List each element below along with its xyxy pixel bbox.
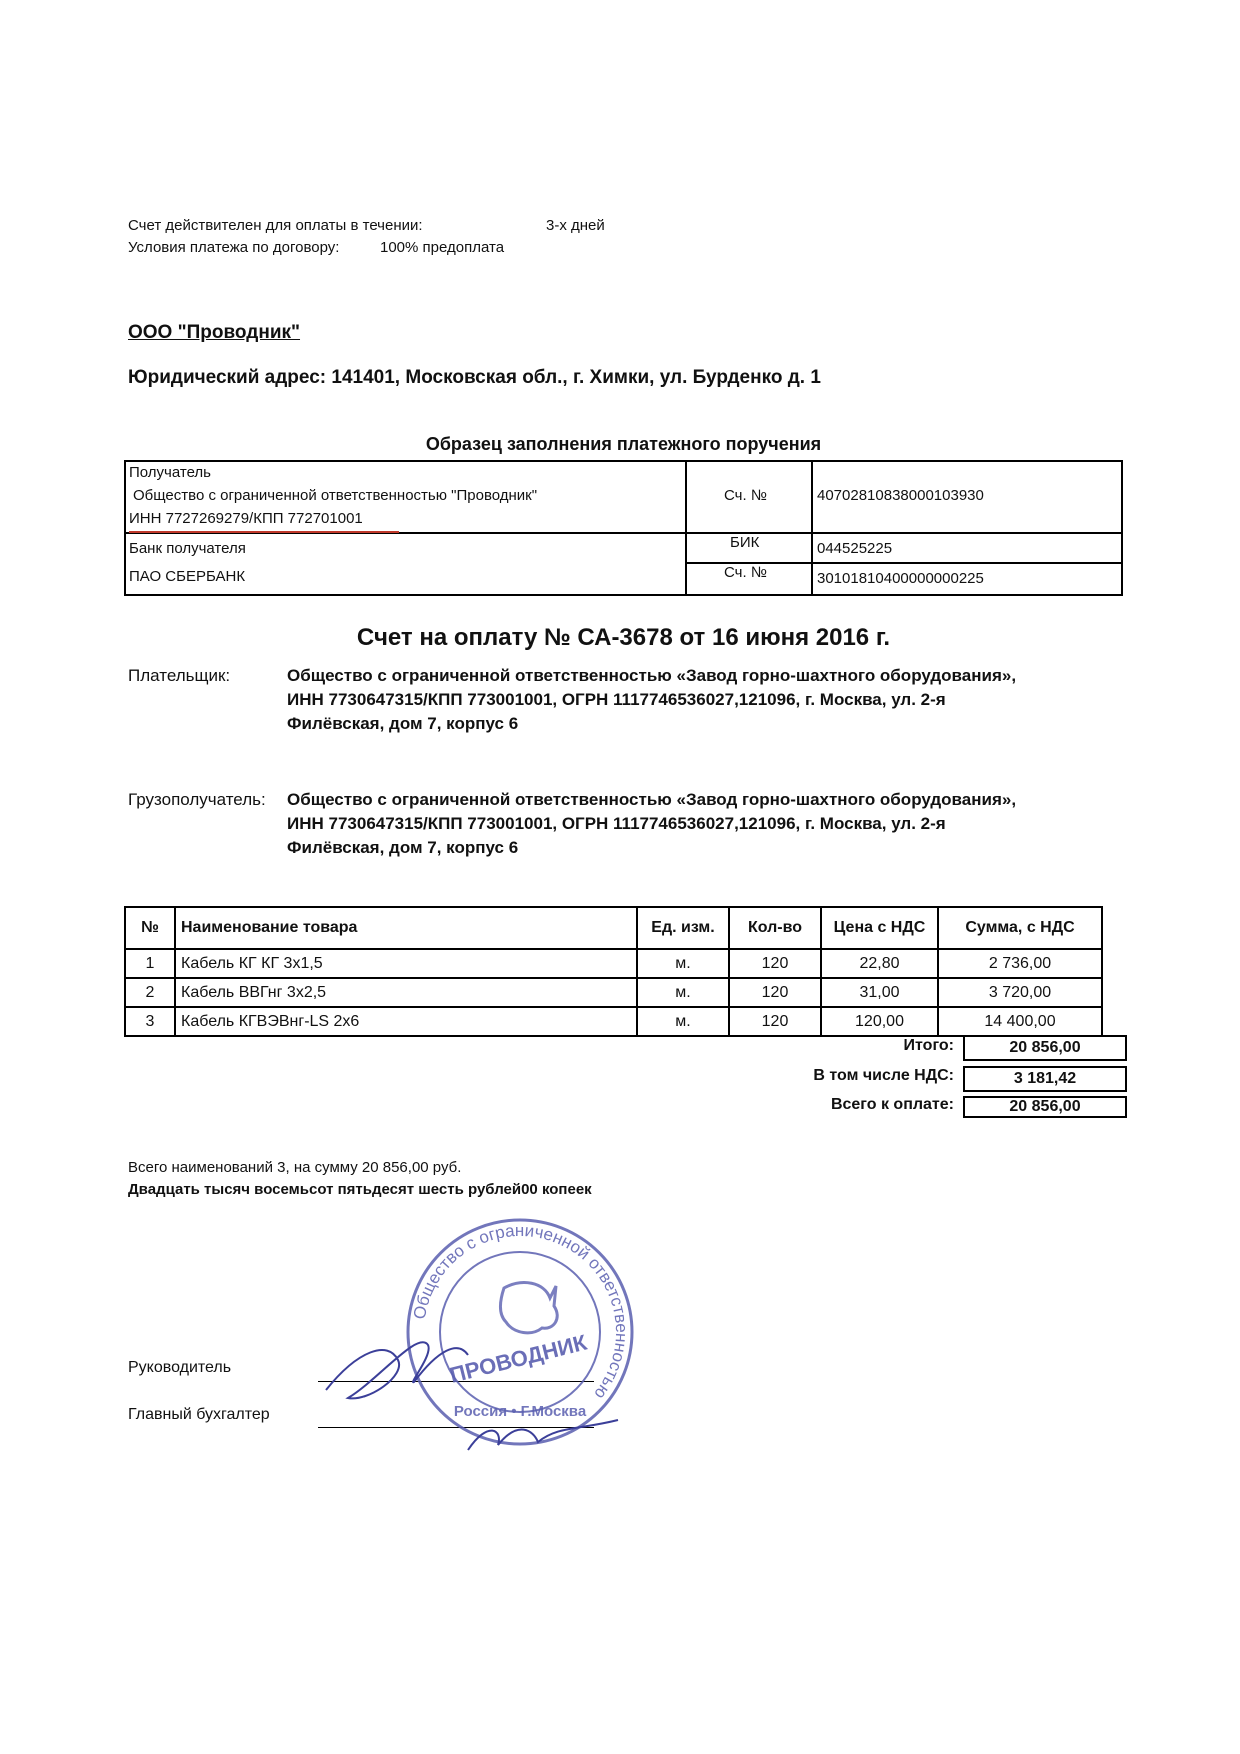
- header-quantity: Кол-во: [729, 907, 821, 949]
- stamp-ring-text: Общество с ограниченной ответственностью: [409, 1220, 632, 1403]
- recipient-label: Получатель: [129, 464, 211, 481]
- bank-name: ПАО СБЕРБАНК: [129, 568, 246, 585]
- account-value: 40702810838000103930: [817, 487, 984, 504]
- header-name: Наименование товара: [175, 907, 637, 949]
- total-value: 20 856,00: [963, 1035, 1127, 1061]
- vat-value: 3 181,42: [963, 1066, 1127, 1092]
- header-price: Цена с НДС: [821, 907, 938, 949]
- row-price: 120,00: [821, 1007, 938, 1036]
- stamp-bottom-text: Россия • Г.Москва: [453, 1403, 587, 1420]
- row-unit: м.: [637, 949, 729, 978]
- payer-line-1: Общество с ограниченной ответственностью «Завод горно-шахтного оборудования»,: [287, 666, 1017, 685]
- row-price: 22,80: [821, 949, 938, 978]
- items-table: [124, 906, 1103, 1037]
- header-sum: Сумма, с НДС: [938, 907, 1102, 949]
- row-name: Кабель ВВГнг 3х2,5: [175, 978, 637, 1007]
- accountant-label: Главный бухгалтер: [128, 1406, 270, 1423]
- total-label: Итого:: [903, 1037, 954, 1054]
- director-label: Руководитель: [128, 1359, 232, 1376]
- payer-line-2: ИНН 7730647315/КПП 773001001, ОГРН 1117746536027,121096, г. Москва, ул. 2-я: [287, 690, 946, 709]
- payment-sample-table: [124, 460, 1123, 596]
- recipient-inn: ИНН 7727269279/КПП 772701001: [129, 510, 363, 527]
- company-name: ООО "Проводник": [128, 322, 301, 343]
- row-name: Кабель КГВЭВнг-LS 2х6: [175, 1007, 637, 1036]
- account-label: Сч. №: [724, 487, 767, 504]
- consignee-line-3: Филёвская, дом 7, корпус 6: [287, 838, 519, 857]
- validity-value: 3-х дней: [546, 217, 605, 234]
- bik-value: 044525225: [817, 540, 893, 557]
- pay-total-label: Всего к оплате:: [830, 1096, 954, 1113]
- header-unit: Ед. изм.: [637, 907, 729, 949]
- summary-line-2: Двадцать тысяч восемьсот пятьдесят шесть рублей00 копеек: [128, 1181, 592, 1198]
- payment-sample-title: Образец заполнения платежного поручения: [425, 434, 822, 454]
- invoice-title: Счет на оплату № СА-3678 от 16 июня 2016 г.: [356, 624, 891, 651]
- bank-label: Банк получателя: [129, 540, 246, 557]
- consignee-label: Грузополучатель:: [128, 790, 266, 809]
- vat-label: В том числе НДС:: [813, 1067, 954, 1084]
- company-address: Юридический адрес: 141401, Московская обл., г. Химки, ул. Бурденко д. 1: [128, 367, 821, 388]
- consignee-line-2: ИНН 7730647315/КПП 773001001, ОГРН 1117746536027,121096, г. Москва, ул. 2-я: [287, 814, 946, 833]
- table-header-row: [125, 907, 1102, 949]
- row-number: 1: [125, 949, 175, 978]
- signature-scribble: [318, 1310, 648, 1460]
- pay-total-value: 20 856,00: [963, 1096, 1127, 1118]
- row-unit: м.: [637, 1007, 729, 1036]
- row-price: 31,00: [821, 978, 938, 1007]
- table-row: [125, 978, 1102, 1007]
- row-unit: м.: [637, 978, 729, 1007]
- terms-value: 100% предоплата: [380, 239, 505, 256]
- payer-line-3: Филёвская, дом 7, корпус 6: [287, 714, 519, 733]
- consignee-line-1: Общество с ограниченной ответственностью «Завод горно-шахтного оборудования»,: [287, 790, 1017, 809]
- row-sum: 3 720,00: [938, 978, 1102, 1007]
- row-quantity: 120: [729, 978, 821, 1007]
- bik-label: БИК: [730, 534, 760, 551]
- payer-label: Плательщик:: [128, 666, 231, 685]
- inn-underline: [129, 531, 399, 533]
- row-quantity: 120: [729, 949, 821, 978]
- table-row: [125, 1007, 1102, 1036]
- row-quantity: 120: [729, 1007, 821, 1036]
- table-row: [125, 949, 1102, 978]
- header-number: №: [125, 907, 175, 949]
- stamp-center-text: ПРОВОДНИК: [447, 1329, 590, 1388]
- row-number: 2: [125, 978, 175, 1007]
- validity-label: Счет действителен для оплаты в течении:: [128, 217, 423, 234]
- row-name: Кабель КГ КГ 3х1,5: [175, 949, 637, 978]
- summary-line-1: Всего наименований 3, на сумму 20 856,00 руб.: [128, 1159, 462, 1176]
- recipient-name: Общество с ограниченной ответственностью "Проводник": [133, 487, 538, 504]
- corr-account-label: Сч. №: [724, 564, 767, 581]
- row-number: 3: [125, 1007, 175, 1036]
- terms-label: Условия платежа по договору:: [128, 239, 340, 256]
- row-sum: 2 736,00: [938, 949, 1102, 978]
- corr-account-value: 30101810400000000225: [817, 570, 984, 587]
- row-sum: 14 400,00: [938, 1007, 1102, 1036]
